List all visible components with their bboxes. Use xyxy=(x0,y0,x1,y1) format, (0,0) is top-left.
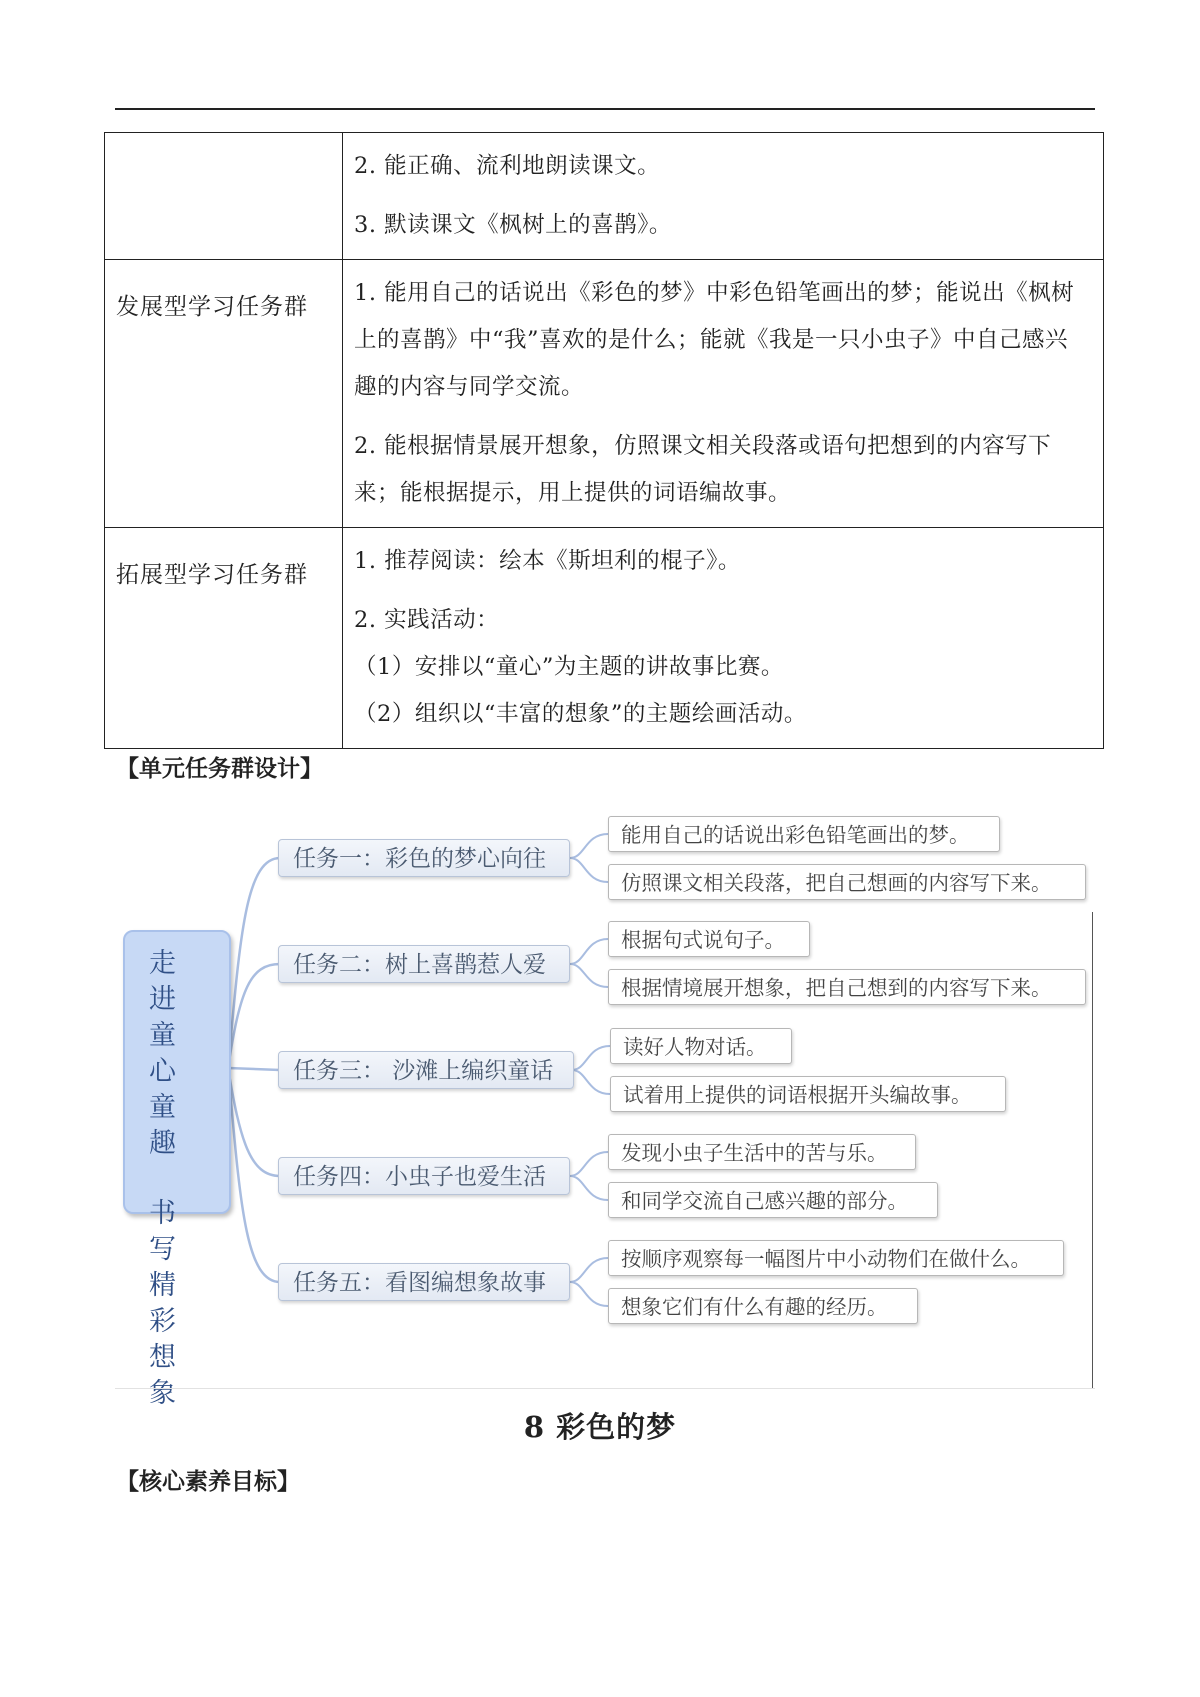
task-node: 任务五：看图编想象故事 xyxy=(278,1263,570,1301)
table-row xyxy=(105,260,1104,528)
subtask-node: 根据情境展开想象，把自己想到的内容写下来。 xyxy=(608,969,1086,1005)
collapse-toggle-icon xyxy=(563,1066,572,1075)
goal-item: 2. 实践活动： xyxy=(354,607,500,633)
goal-item: 1. 能用自己的话说出《彩色的梦》中彩色铅笔画出的梦；能说出《枫树上的喜鹊》中“我”喜欢的是什么；能就《我是一只小虫子》中自己感兴趣的内容与同学交流。 xyxy=(354,280,1075,400)
subtask-node: 和同学交流自己感兴趣的部分。 xyxy=(608,1182,938,1218)
goal-item: 2. 能正确、流利地朗读课文。 xyxy=(354,153,661,179)
collapse-toggle-icon xyxy=(561,1278,570,1287)
root-title-line: 书写精彩想象 xyxy=(149,1198,176,1409)
lesson-title: 8 彩色的梦 xyxy=(523,1410,677,1444)
subtask-node: 读好人物对话。 xyxy=(610,1028,792,1064)
subtask-node: 按顺序观察每一幅图片中小动物们在做什么。 xyxy=(608,1240,1064,1276)
table-row-label xyxy=(105,133,343,260)
collapse-toggle-icon xyxy=(561,960,570,969)
goal-item: 2. 能根据情景展开想象，仿照课文相关段落或语句把想到的内容写下来；能根据提示，用上提供的词语编故事。 xyxy=(354,433,1052,506)
goal-item: 1. 推荐阅读：绘本《斯坦利的棍子》。 xyxy=(354,548,741,574)
subtask-node: 根据句式说句子。 xyxy=(608,921,810,957)
connector-line xyxy=(228,1068,280,1070)
task-node: 任务一：彩色的梦心向往 xyxy=(278,839,570,877)
connector-line xyxy=(228,964,280,1068)
header-rule xyxy=(115,108,1095,110)
table-row-label: 拓展型学习任务群 xyxy=(105,528,343,749)
learning-task-table xyxy=(104,132,1104,749)
collapse-toggle-icon xyxy=(561,1172,570,1181)
core-goals-heading: 【核心素养目标】 xyxy=(116,1469,300,1495)
table-row xyxy=(105,133,1104,260)
connector-line xyxy=(228,858,280,1068)
task-node: 任务三： 沙滩上编织童话 xyxy=(278,1051,574,1089)
subtask-node: 能用自己的话说出彩色铅笔画出的梦。 xyxy=(608,816,1000,852)
goal-item: 3. 默读课文《枫树上的喜鹊》。 xyxy=(354,212,672,238)
subtask-node: 发现小虫子生活中的苦与乐。 xyxy=(608,1134,916,1170)
goal-subitem: （2）组织以“丰富的想象”的主题绘画活动。 xyxy=(354,701,807,727)
connector-line xyxy=(228,1068,280,1176)
unit-design-heading: 【单元任务群设计】 xyxy=(116,756,323,782)
task-node: 任务二：树上喜鹊惹人爱 xyxy=(278,945,570,983)
collapse-toggle-icon xyxy=(216,1063,226,1073)
task-node: 任务四：小虫子也爱生活 xyxy=(278,1157,570,1195)
root-title-line: 走进童心童趣 xyxy=(149,948,176,1159)
goal-subitem: （1）安排以“童心”为主题的讲故事比赛。 xyxy=(354,654,784,680)
mindmap-frame-edge xyxy=(1092,912,1093,1388)
mindmap-root-node xyxy=(123,930,231,1409)
table-row-label: 发展型学习任务群 xyxy=(105,260,343,528)
subtask-node: 仿照课文相关段落，把自己想画的内容写下来。 xyxy=(608,864,1086,900)
subtask-node: 想象它们有什么有趣的经历。 xyxy=(608,1288,918,1324)
mindmap-frame-edge xyxy=(115,1388,1095,1389)
collapse-toggle-icon xyxy=(561,854,570,863)
subtask-node: 试着用上提供的词语根据开头编故事。 xyxy=(610,1076,1006,1112)
table-row xyxy=(105,528,1104,749)
connector-line xyxy=(228,1068,280,1282)
